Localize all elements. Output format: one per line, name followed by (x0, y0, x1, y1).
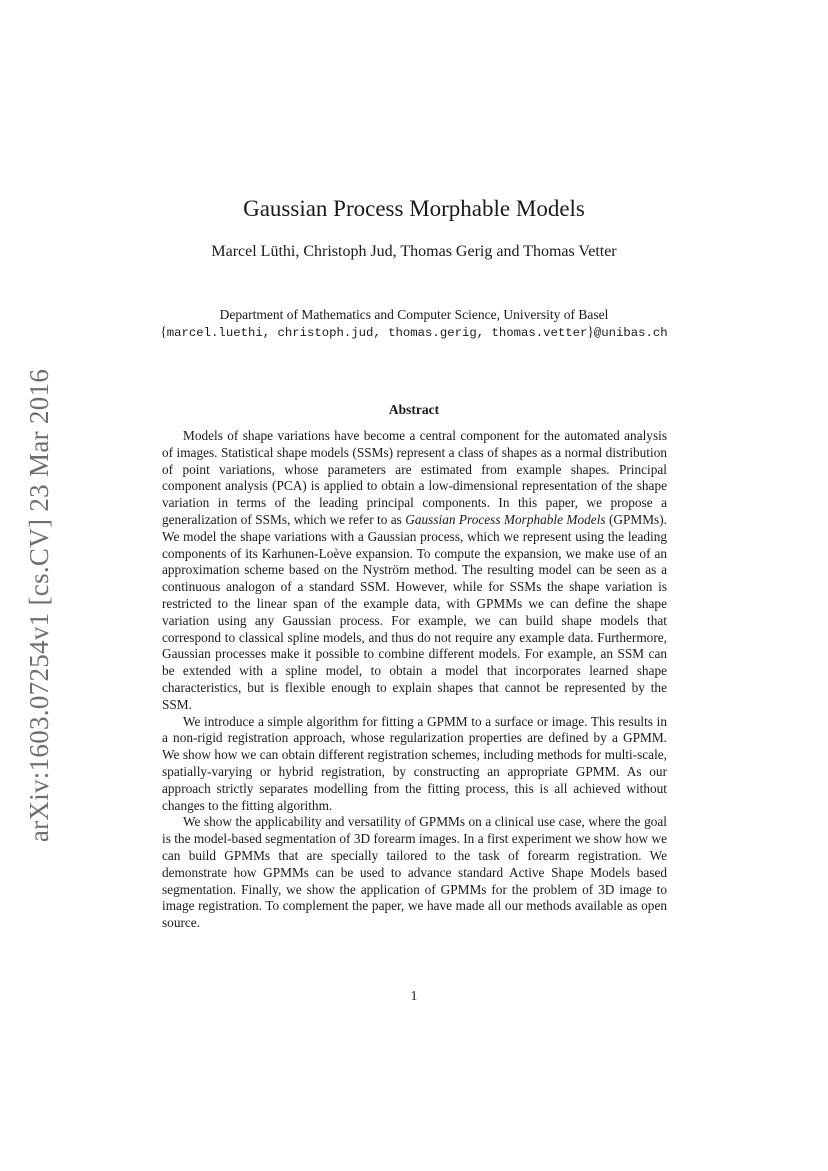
abstract-heading: Abstract (388, 402, 440, 417)
arxiv-identifier: arXiv:1603.07254v1 [cs.CV] 23 Mar 2016 (24, 368, 55, 842)
abstract-p1-end: (GPMMs). We model the shape variations with a Gaussian process, which we represent using the leading components of its Karhunen-Loève expansion. To compute the expansion, we make use of an approximation scheme based on the Nyström method. The resulting model can be seen as a continuous analogon of a standard SSM. However, while for SSMs the shape variation is restricted to the linear span of the example data, with GPMMs we can define the shape variation using any Gaussian process. For example, we can build shape models that correspond to classical spline models, and thus do not require any example data. Furthermore, Gaussian processes make it possible to combine different models. For example, an SSM can be extended with a spline model, to obtain a model that incorporates learned shape characteristics, but is flexible enough to explain shapes that cannot be represented by the SSM. (162, 511, 667, 712)
email-open-brace: { (160, 324, 167, 339)
abstract-p1-start: Models of shape variations have become a central component for the automated analysis of images. Statistical shape models (SSMs) represent a class of shapes as a normal distribution of point variations, whose parameters are estimated from example shapes. Principal component analysis (PCA) is applied to obtain a low-dimensional representation of the shape variation in terms of the leading principal components. In this paper, we propose a generalization of SSMs, which we refer to as (162, 428, 667, 527)
affiliation: Department of Mathematics and Computer Science, University of Basel (219, 307, 609, 322)
email-close-brace: } (587, 324, 594, 339)
abstract-p1-emphasis: Gaussian Process Morphable Models (405, 511, 606, 527)
abstract-body (162, 428, 667, 932)
author-emails (0, 324, 828, 340)
paper-title: Gaussian Process Morphable Models (243, 196, 585, 221)
abstract-paragraph-3: We show the applicability and versatility of GPMMs on a clinical use case, where the goal is the model-based segmentation of 3D forearm images. In a first experiment we show how we can build GPMMs that are specially tailored to the task of forearm registration. We demonstrate how GPMMs can be used to advance standard Active Shape Models based segmentation. Finally, we show the application of GPMMs for the problem of 3D image to image registration. To complement the paper, we have made all our methods available as open source. (162, 814, 667, 931)
arxiv-identifier-stamp (18, 360, 62, 850)
email-domain: @unibas.ch (593, 326, 668, 340)
abstract-paragraph-1 (162, 428, 667, 714)
abstract-paragraph-2: We introduce a simple algorithm for fitting a GPMM to a surface or image. This results in a non-rigid registration approach, whose regularization properties are defined by a GPMM. We show how we can obtain different registration schemes, including methods for multi-scale, spatially-varying or hybrid registration, by constructing an appropriate GPMM. As our approach strictly separates modelling from the fitting process, this is all achieved without changes to the fitting algorithm. (162, 713, 667, 813)
page-number: 1 (410, 988, 418, 1003)
author-list: Marcel Lüthi, Christoph Jud, Thomas Gerig and Thomas Vetter (211, 243, 617, 260)
email-usernames: marcel.luethi, christoph.jud, thomas.gerig, thomas.vetter (166, 326, 588, 340)
